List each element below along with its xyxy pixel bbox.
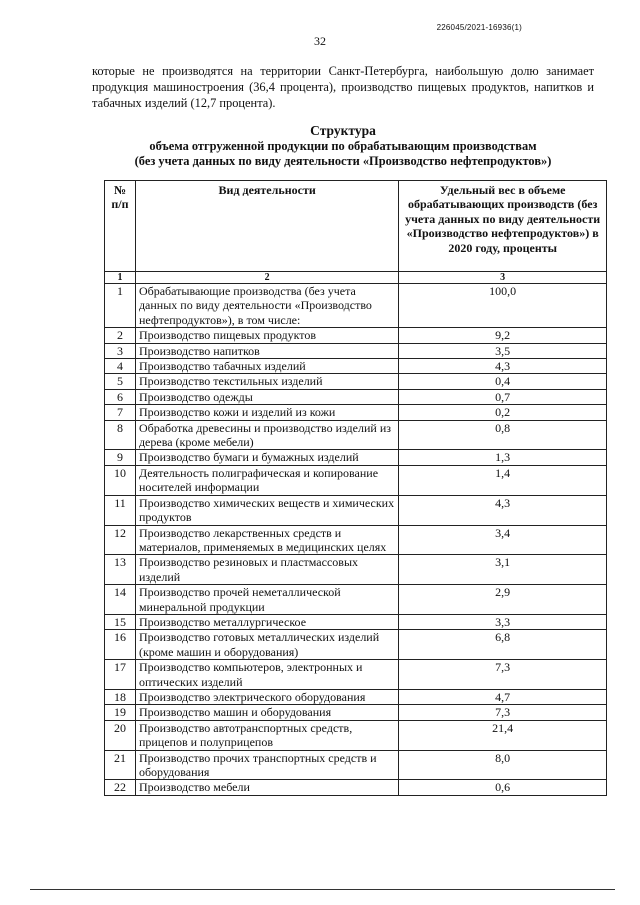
row-share: 0,4 xyxy=(399,374,607,389)
table-row xyxy=(105,450,607,465)
table-heading xyxy=(92,123,594,170)
row-share: 3,4 xyxy=(399,525,607,555)
row-activity: Производство одежды xyxy=(135,389,398,404)
row-activity: Производство химических веществ и химических продуктов xyxy=(135,495,398,525)
table-row xyxy=(105,780,607,795)
row-share: 9,2 xyxy=(399,328,607,343)
row-number: 14 xyxy=(105,585,136,615)
table-row xyxy=(105,328,607,343)
row-share: 0,8 xyxy=(399,420,607,450)
row-number: 16 xyxy=(105,630,136,660)
table-row xyxy=(105,689,607,704)
row-share: 3,3 xyxy=(399,614,607,629)
row-number: 22 xyxy=(105,780,136,795)
heading-title: Структура xyxy=(310,123,376,138)
table-row xyxy=(105,585,607,615)
row-activity: Обработка древесины и производство изделий из дерева (кроме мебели) xyxy=(135,420,398,450)
table-row xyxy=(105,389,607,404)
row-activity: Производство табачных изделий xyxy=(135,359,398,374)
row-number: 8 xyxy=(105,420,136,450)
table-row xyxy=(105,284,607,328)
column-index: 3 xyxy=(399,272,607,284)
row-activity: Производство автотранспортных средств, прицепов и полуприцепов xyxy=(135,720,398,750)
row-number: 18 xyxy=(105,689,136,704)
row-number: 12 xyxy=(105,525,136,555)
table-row xyxy=(105,525,607,555)
row-share: 4,3 xyxy=(399,359,607,374)
row-number: 13 xyxy=(105,555,136,585)
row-activity: Производство лекарственных средств и материалов, применяемых в медицинских целях xyxy=(135,525,398,555)
row-activity: Производство прочих транспортных средств и оборудования xyxy=(135,750,398,780)
table-row xyxy=(105,660,607,690)
row-activity: Производство металлургическое xyxy=(135,614,398,629)
row-number: 19 xyxy=(105,705,136,720)
page-number: 32 xyxy=(314,34,326,48)
table-row xyxy=(105,359,607,374)
row-activity: Производство готовых металлических изделий (кроме машин и оборудования) xyxy=(135,630,398,660)
row-share: 7,3 xyxy=(399,705,607,720)
table-header-row xyxy=(105,181,607,272)
row-activity: Производство прочей неметаллической минеральной продукции xyxy=(135,585,398,615)
row-share: 100,0 xyxy=(399,284,607,328)
row-share: 4,3 xyxy=(399,495,607,525)
column-header-share: Удельный вес в объеме обрабатывающих производств (без учета данных по виду деятельности «Производство нефтепродуктов») в 2020 году, проценты xyxy=(399,181,607,272)
column-index: 2 xyxy=(135,272,398,284)
row-share: 21,4 xyxy=(399,720,607,750)
row-activity: Производство текстильных изделий xyxy=(135,374,398,389)
table-row xyxy=(105,420,607,450)
row-number: 3 xyxy=(105,343,136,358)
row-number: 2 xyxy=(105,328,136,343)
table-row xyxy=(105,630,607,660)
row-number: 10 xyxy=(105,465,136,495)
row-activity: Производство машин и оборудования xyxy=(135,705,398,720)
row-number: 20 xyxy=(105,720,136,750)
table-row xyxy=(105,555,607,585)
row-activity: Производство кожи и изделий из кожи xyxy=(135,405,398,420)
row-activity: Деятельность полиграфическая и копирование носителей информации xyxy=(135,465,398,495)
row-activity: Производство компьютеров, электронных и оптических изделий xyxy=(135,660,398,690)
column-index: 1 xyxy=(105,272,136,284)
row-number: 11 xyxy=(105,495,136,525)
row-activity: Обрабатывающие производства (без учета данных по виду деятельности «Производство нефтепродуктов»), в том числе: xyxy=(135,284,398,328)
column-header-number: № п/п xyxy=(105,181,136,272)
row-number: 4 xyxy=(105,359,136,374)
row-number: 9 xyxy=(105,450,136,465)
row-share: 0,7 xyxy=(399,389,607,404)
row-activity: Производство электрического оборудования xyxy=(135,689,398,704)
table-row xyxy=(105,374,607,389)
row-share: 0,2 xyxy=(399,405,607,420)
row-activity: Производство резиновых и пластмассовых изделий xyxy=(135,555,398,585)
row-number: 1 xyxy=(105,284,136,328)
table-row xyxy=(105,614,607,629)
row-activity: Производство пищевых продуктов xyxy=(135,328,398,343)
row-share: 0,6 xyxy=(399,780,607,795)
row-number: 5 xyxy=(105,374,136,389)
row-share: 8,0 xyxy=(399,750,607,780)
row-activity: Производство напитков xyxy=(135,343,398,358)
row-number: 6 xyxy=(105,389,136,404)
row-share: 2,9 xyxy=(399,585,607,615)
row-number: 15 xyxy=(105,614,136,629)
row-share: 6,8 xyxy=(399,630,607,660)
row-share: 7,3 xyxy=(399,660,607,690)
table-row xyxy=(105,495,607,525)
heading-line-2: объема отгруженной продукции по обрабатывающим производствам xyxy=(149,138,537,153)
table-row xyxy=(105,720,607,750)
table-row xyxy=(105,705,607,720)
row-number: 7 xyxy=(105,405,136,420)
row-activity: Производство мебели xyxy=(135,780,398,795)
row-share: 3,1 xyxy=(399,555,607,585)
table-row xyxy=(105,465,607,495)
row-share: 1,3 xyxy=(399,450,607,465)
row-activity: Производство бумаги и бумажных изделий xyxy=(135,450,398,465)
column-index-row xyxy=(105,272,607,284)
table-row xyxy=(105,405,607,420)
document-id: 226045/2021-16936(1) xyxy=(436,23,522,32)
row-number: 17 xyxy=(105,660,136,690)
row-share: 4,7 xyxy=(399,689,607,704)
page-bottom-rule xyxy=(30,889,615,890)
table-row xyxy=(105,750,607,780)
table-body xyxy=(105,284,607,796)
row-share: 3,5 xyxy=(399,343,607,358)
structure-table xyxy=(104,180,607,796)
heading-line-3: (без учета данных по виду деятельности «Производство нефтепродуктов») xyxy=(134,154,552,168)
column-header-activity: Вид деятельности xyxy=(135,181,398,272)
intro-paragraph: которые не производятся на территории Санкт-Петербурга, наибольшую долю занимает продукция машиностроения (36,4 процента), производство пищевых продуктов, напитков и табачных изделий (12,7 процента). xyxy=(92,64,594,110)
row-number: 21 xyxy=(105,750,136,780)
row-share: 1,4 xyxy=(399,465,607,495)
table-row xyxy=(105,343,607,358)
